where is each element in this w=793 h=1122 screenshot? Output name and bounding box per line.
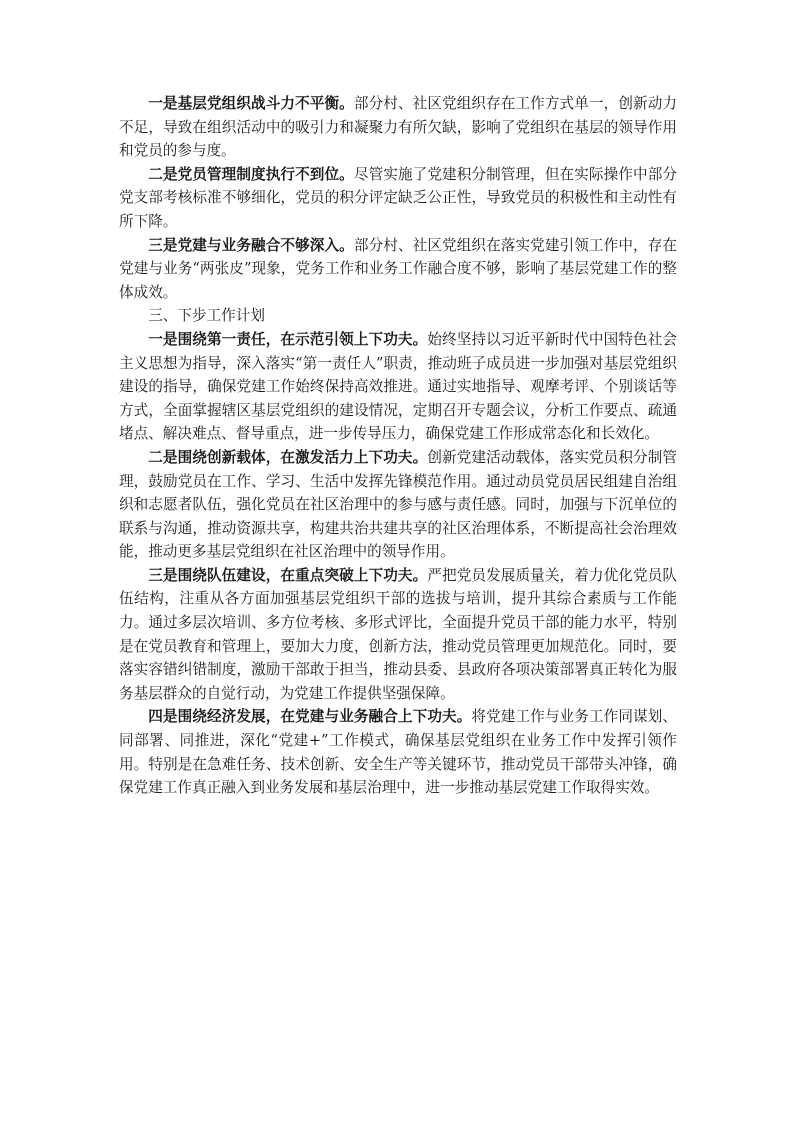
- problem-lead: 二是党员管理制度执行不到位。: [148, 165, 354, 183]
- plan-paragraph-2: [119, 446, 677, 564]
- plan-lead: 二是围绕创新载体，在激发活力上下功夫。: [148, 448, 428, 466]
- problem-paragraph-1: [119, 92, 677, 163]
- plan-text: 严把党员发展质量关，着力优化党员队伍结构，注重从各方面加强基层党组织干部的选拔与培训，提升其综合素质与工作能力。通过多层次培训、多方位考核、多形式评比，全面提升党员干部的能力水平，特别是在党员教育和管理上，要加大力度，创新方法，推动党员管理更加规范化。同时，要落实容错纠错制度，激励干部敢于担当，推动县委、县政府各项决策部署真正转化为服务基层群众的自觉行动，为党建工作提供坚强保障。: [119, 566, 677, 702]
- problem-text: 尽管实施了党建积分制管理，但在实际操作中部分党支部考核标准不够细化，党员的积分评定缺乏公正性，导致党员的积极性和主动性有所下降。: [119, 165, 677, 230]
- problem-lead: 一是基层党组织战斗力不平衡。: [148, 95, 354, 112]
- plan-lead: 四是围绕经济发展，在党建与业务融合上下功夫。: [148, 708, 472, 726]
- problem-paragraph-3: [119, 234, 677, 305]
- plan-paragraph-4: [119, 705, 677, 799]
- problem-text: 部分村、社区党组织存在工作方式单一，创新动力不足，导致在组织活动中的吸引力和凝聚力有所欠缺，影响了党组织在基层的领导作用和党员的参与度。: [119, 95, 677, 160]
- plan-paragraph-3: [119, 564, 677, 706]
- plan-text: 将党建工作与业务工作同谋划、同部署、同推进，深化“党建+”工作模式，确保基层党组织在业务工作中发挥引领作用。特别是在急难任务、技术创新、安全生产等关键环节，推动党员干部带头冲锋，确保党建工作真正融入到业务发展和基层治理中，进一步推动基层党建工作取得实效。: [119, 708, 677, 797]
- plan-paragraph-1: [119, 328, 677, 446]
- problem-lead: 三是党建与业务融合不够深入。: [148, 236, 354, 254]
- section-heading: 三、下步工作计划: [148, 307, 265, 325]
- plan-lead: 三是围绕队伍建设，在重点突破上下功夫。: [148, 566, 428, 584]
- problem-text: 部分村、社区党组织在落实党建引领工作中，存在党建与业务“两张皮”现象，党务工作和业务工作融合度不够，影响了基层党建工作的整体成效。: [119, 236, 677, 301]
- document-body: [119, 92, 677, 800]
- problem-paragraph-2: [119, 163, 677, 234]
- plan-text: 始终坚持以习近平新时代中国特色社会主义思想为指导，深入落实“第一责任人”职责，推动班子成员进一步加强对基层党组织建设的指导，确保党建工作始终保持高效推进。通过实地指导、观摩考评、个别谈话等方式，全面掌握辖区基层党组织的建设情况，定期召开专题会议，分析工作要点、疏通堵点、解决难点、督导重点，进一步传导压力，确保党建工作形成常态化和长效化。: [119, 330, 677, 443]
- plan-text: 创新党建活动载体，落实党员积分制管理，鼓励党员在工作、学习、生活中发挥先锋模范作用。通过动员党员居民组建自治组织和志愿者队伍，强化党员在社区治理中的参与感与责任感。同时，加强与下沉单位的联系与沟通，推动资源共享，构建共治共建共享的社区治理体系，不断提高社会治理效能，推动更多基层党组织在社区治理中的领导作用。: [119, 448, 677, 561]
- plan-lead: 一是围绕第一责任，在示范引领上下功夫。: [148, 330, 428, 348]
